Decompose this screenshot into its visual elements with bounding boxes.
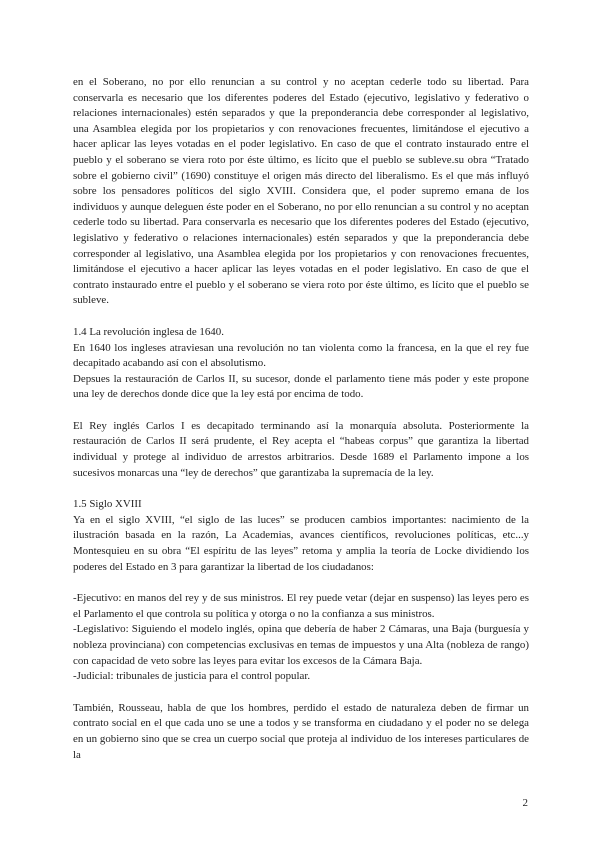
- locke-paragraph: en el Soberano, no por ello renuncian a su control y no aceptan cederle todo su libertad. Para conservarla es necesario que los diferentes poderes del Estado (ejecutivo, legislativo y federativo o relaciones internacionales) estén separados y que la preponderancia debe corresponder al legislativo, una Asamblea elegida por los propietarios y con renovaciones frecuentes, limitándose el ejecutivo a hacer aplicar las leyes votadas en el poder legislativo. En caso de que el contrato instaurado entre el pueblo y el soberano se viera roto por éste último, es lícito que el pueblo se subleve.su obra “Tratado sobre el gobierno civil” (1690) constituye el origen más directo del liberalismo. Es el que más influyó sobre los pensadores políticos del siglo XVIII. Considera que, el poder supremo emana de los individuos y aunque deleguen éste poder en el Soberano, no por ello renuncian a su control y no aceptan cederle todo su libertad. Para conservarla es necesario que los diferentes poderes del Estado (ejecutivo, legislativo y federativo o relaciones internacionales) estén separados y que la preponderancia debe corresponder al legislativo, una Asamblea elegida por los propietarios y con renovaciones frecuentes, limitándose el ejecutivo a hacer aplicar las leyes votadas en el poder legislativo. En caso de que el contrato instaurado entre el pueblo y el soberano se viera roto por éste último, es lícito que el pueblo se subleve.: [73, 76, 529, 307]
- siglo-xviii-intro: Ya en el siglo XVIII, “el siglo de las luces” se producen cambios importantes: nacimiento de la ilustración basada en la razón, La Academias, avances científicos, revoluciones políticas, etc...y Montesquieu en su obra “El espíritu de las leyes” retoma y amplia la teoría de Locke dividiendo los poderes del Estado en 3 para garantizar la libertad de los ciudadanos:: [73, 513, 529, 573]
- paragraph-gap: [73, 309, 529, 325]
- section-1-4-line-1: En 1640 los ingleses atraviesan una revolución no tan violenta como la francesa, en la que el rey fue decapitado acabando así con el absolutismo.: [73, 341, 529, 370]
- power-ejecutivo: -Ejecutivo: en manos del rey y de sus ministros. El rey puede vetar (dejar en suspenso) las leyes pero es el Parlamento el que controla su política y otorga o no la confianza a sus ministros.: [73, 592, 529, 620]
- section-heading-1-4: 1.4 La revolución inglesa de 1640.: [73, 325, 224, 338]
- paragraph-gap: [73, 685, 529, 701]
- page-content: [73, 75, 529, 763]
- section-heading-1-5: 1.5 Siglo XVIII: [73, 498, 142, 511]
- paragraph-gap: [73, 481, 529, 497]
- section-1-4-line-2: Depsues la restauración de Carlos II, su sucesor, donde el parlamento tiene más poder y este propone una ley de derechos donde dice que la ley está por encima de todo.: [73, 372, 529, 401]
- power-judicial: -Judicial: tribunales de justicia para el control popular.: [73, 670, 311, 683]
- rousseau-paragraph: También, Rousseau, habla de que los hombres, perdido el estado de naturaleza deben de firmar un contrato social en el que cada uno se une a todos y se transforma en ciudadano y el poder no se delega en un gobierno sino que se crea un cuerpo social que proteja al individuo de los intereses particulares de la: [73, 701, 529, 761]
- paragraph-gap: [73, 575, 529, 591]
- carlos-paragraph: El Rey inglés Carlos I es decapitado terminando así la monarquía absoluta. Posteriormente la restauración de Carlos II será prudente, el Rey acepta el “habeas corpus” que garantiza la libertad individual y protege al individuo de arrestos arbitrarios. Desde 1689 el Parlamento impone a los sucesivos monarcas una “ley de derechos” que garantizaba la supremacía de la ley.: [73, 419, 529, 479]
- paragraph-gap: [73, 403, 529, 419]
- page-number: 2: [522, 797, 528, 809]
- power-legislativo: -Legislativo: Siguiendo el modelo inglés, opina que debería de haber 2 Cámaras, una Baja (burguesía y nobleza provinciana) con competencias exclusivas en temas de impuestos y una Alta (nobleza de rango) con capacidad de veto sobre las leyes para evitar los excesos de la Cámara Baja.: [73, 623, 529, 667]
